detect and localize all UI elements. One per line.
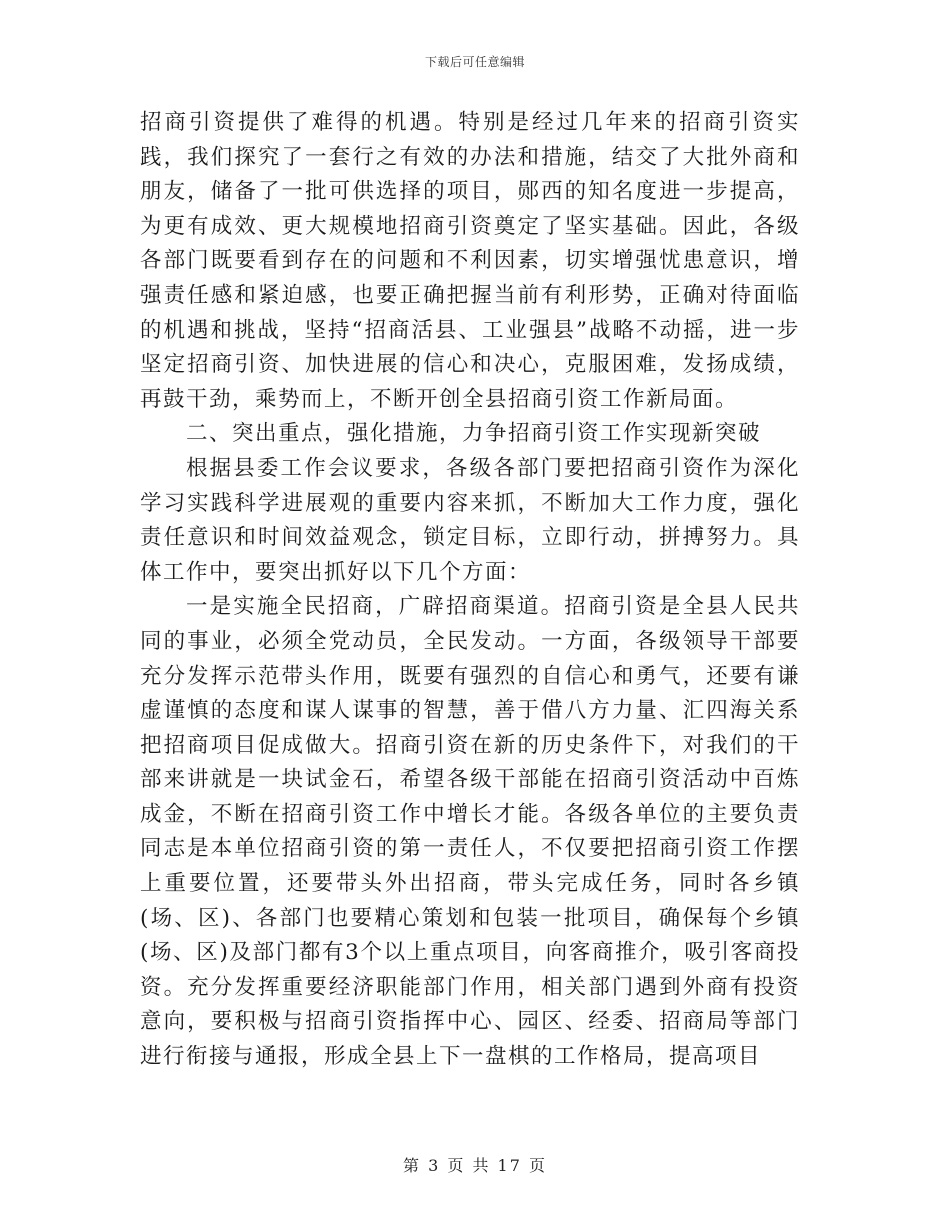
paragraph-1: 招商引资提供了难得的机遇。特别是经过几年来的招商引资实践，我们探究了一套行之有效的办法和措施，结交了大批外商和朋友，储备了一批可供选择的项目，郧西的知名度进一步提高，为更有成效、更大规模地招商引资奠定了坚实基础。因此，各级各部门既要看到存在的问题和不利因素，切实增强忧患意识，增强责任感和紧迫感，也要正确把握当前有利形势，正确对待面临的机遇和挑战，坚持“招商活县、工业强县”战略不动摇，进一步坚定招商引资、加快进展的信心和决心，克服困难，发扬成绩，再鼓干劲，乘势而上，不断开创全县招商引资工作新局面。: [140, 110, 800, 412]
section-heading: 二、突出重点，强化措施，力争招商引资工作实现新突破: [186, 421, 762, 447]
paragraph-2: 根据县委工作会议要求，各级各部门要把招商引资作为深化学习实践科学进展观的重要内容来抓，不断加大工作力度，强化责任意识和时间效益观念，锁定目标，立即行动，拼搏努力。具体工作中，要突出抓好以下几个方面：: [140, 455, 800, 585]
paragraph-3: 一是实施全民招商，广辟招商渠道。招商引资是全县人民共同的事业，必须全党动员，全民发动。一方面，各级领导干部要充分发挥示范带头作用，既要有强烈的自信心和勇气，还要有谦虚谨慎的态度和谋人谋事的智慧，善于借八方力量、汇四海关系把招商项目促成做大。招商引资在新的历史条件下，对我们的干部来讲就是一块试金石，希望各级干部能在招商引资活动中百炼成金，不断在招商引资工作中增长才能。各级各单位的主要负责同志是本单位招商引资的第一责任人，不仅要把招商引资工作摆上重要位置，还要带头外出招商，带头完成任务，同时各乡镇(场、区)、各部门也要精心策划和包装一批项目，确保每个乡镇(场、区)及部门都有3个以上重点项目，向客商推介，吸引客商投资。充分发挥重要经济职能部门作用，相关部门遇到外商有投资意向，要积极与招商引资指挥中心、园区、经委、招商局等部门进行衔接与通报，形成全县上下一盘棋的工作格局，提高项目: [140, 594, 800, 1070]
page-header: 下载后可任意编辑: [424, 55, 525, 69]
document-body: [140, 106, 800, 1075]
page-number-footer: 第 3 页 共 17 页: [403, 1156, 547, 1175]
